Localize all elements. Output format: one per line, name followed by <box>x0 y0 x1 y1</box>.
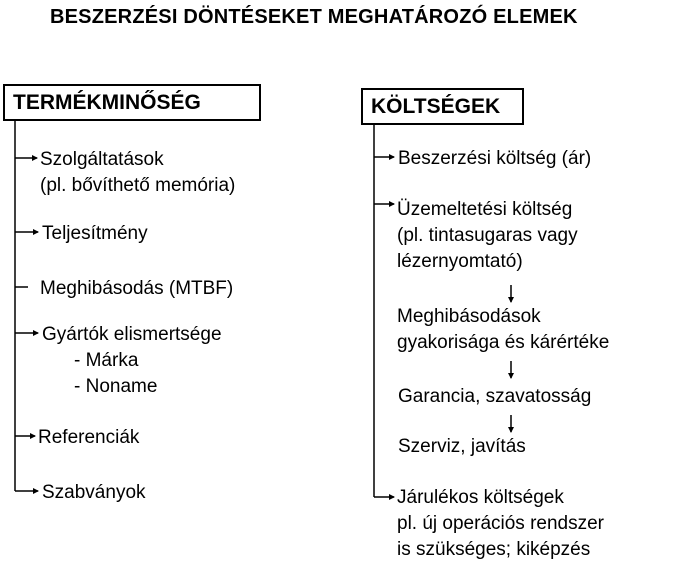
item-text: is szükséges; kiképzés <box>397 539 591 560</box>
left-item-3: Meghibásodás (MTBF) <box>40 278 234 299</box>
left-item-6: Szabványok <box>42 482 146 503</box>
diagram-title: BESZERZÉSI DÖNTÉSEKET MEGHATÁROZÓ ELEMEK <box>50 6 578 28</box>
right-header-box: KÖLTSÉGEK <box>361 88 524 125</box>
right-item-3 <box>397 304 609 356</box>
left-item-2: Teljesítmény <box>42 223 148 244</box>
item-text: Gyártók elismertsége <box>42 324 222 345</box>
right-item-4: Garancia, szavatosság <box>398 386 592 407</box>
item-text: Üzemeltetési költség <box>397 199 573 220</box>
item-subtext: - Noname <box>74 376 158 397</box>
item-text: (pl. tintasugaras vagy <box>397 225 578 246</box>
item-text: lézernyomtató) <box>397 251 523 272</box>
left-item-5: Referenciák <box>38 427 140 448</box>
item-text: (pl. bővíthető memória) <box>40 175 236 196</box>
right-item-2 <box>397 197 578 275</box>
item-text: Járulékos költségek <box>397 487 564 508</box>
item-text: gyakorisága és kárértéke <box>397 332 610 353</box>
item-text: pl. új operációs rendszer <box>397 513 604 534</box>
left-item-4 <box>42 322 222 400</box>
item-subtext: - Márka <box>74 350 139 371</box>
item-text: Szolgáltatások <box>40 149 164 170</box>
right-item-5: Szerviz, javítás <box>398 436 526 457</box>
left-header-box: TERMÉKMINŐSÉG <box>3 84 261 121</box>
right-item-6 <box>397 485 604 563</box>
item-text: Meghibásodások <box>397 306 541 327</box>
right-item-1: Beszerzési költség (ár) <box>398 148 592 169</box>
left-item-1 <box>40 147 235 199</box>
